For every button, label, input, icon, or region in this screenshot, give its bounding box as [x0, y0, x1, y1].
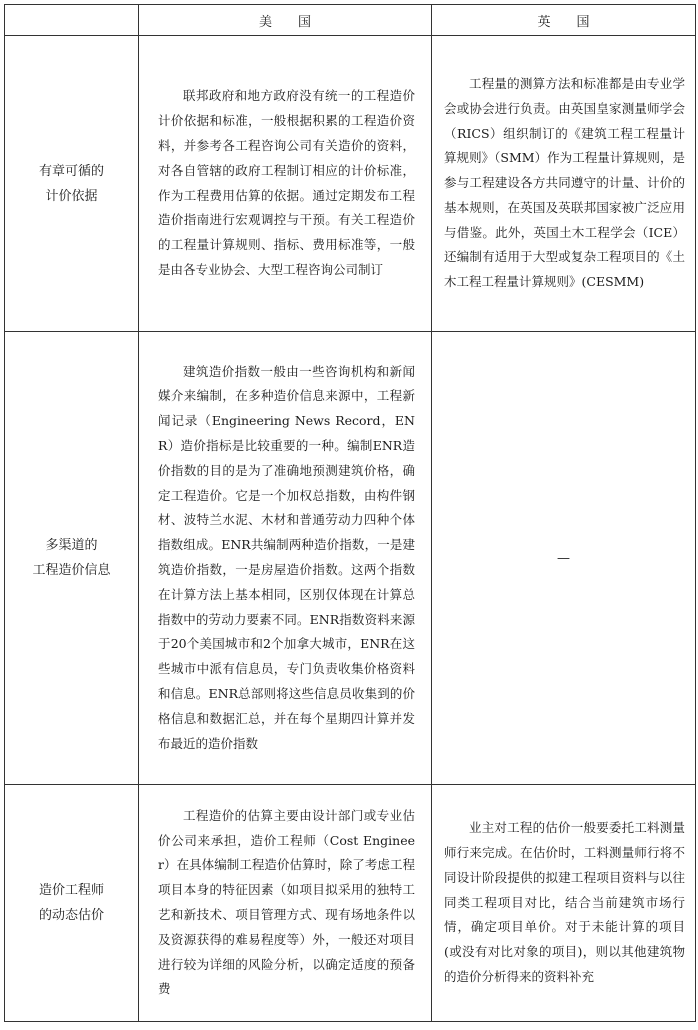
- uk-cell: 工程量的测算方法和标准都是由专业学会或协会进行负责。由英国皇家测量师学会（RICS）组织制订的《建筑工程工程量计算规则》（SMM）作为工程量计算规则，是参与工程建设各方共同遵守的计量、计价的基本规则，在英国及英联邦国家被广泛应用与借鉴。此外，英国土木工程学会（ICE）还编制有适用于大型或复杂工程项目的《土木工程工程量计算规则》(CESMM): [432, 36, 696, 332]
- table-header-row: [5, 5, 696, 36]
- row-label-line: 工程造价信息: [32, 563, 111, 578]
- header-usa: 美国: [139, 5, 432, 36]
- table-row: [5, 785, 696, 1022]
- header-uk: 英国: [432, 5, 696, 36]
- uk-cell-empty-dash: —: [432, 332, 696, 785]
- row-label: [5, 36, 139, 332]
- header-blank-cell: [5, 5, 139, 36]
- usa-cell: 建筑造价指数一般由一些咨询机构和新闻媒介来编制，在多种造价信息来源中，工程新闻记录（Engineering News Record，ENR）造价指标是比较重要的一种。编制ENR造价指数的目的是为了准确地预测建筑价格，确定工程造价。它是一个加权总指数，由构件钢材、波特兰水泥、木材和普通劳动力四种个体指数组成。ENR共编制两种造价指数，一是建筑造价指数，一是房屋造价指数。这两个指数在计算方法上基本相同，区别仅体现在计算总指数中的劳动力要素不同。ENR指数资料来源于20个美国城市和2个加拿大城市，ENR在这些城市中派有信息员，专门负责收集价格资料和信息。ENR总部则将这些信息员收集到的价格信息和数据汇总，并在每个星期四计算并发布最近的造价指数: [139, 332, 432, 785]
- comparison-table: [4, 4, 696, 1022]
- table-row: [5, 36, 696, 332]
- row-label-line: 造价工程师: [38, 883, 104, 898]
- row-label-line: 有章可循的: [38, 163, 104, 179]
- row-label-line: 计价依据: [45, 188, 98, 204]
- row-label-line: 多渠道的: [45, 538, 98, 553]
- usa-cell: 联邦政府和地方政府没有统一的工程造价计价依据和标准，一般根据积累的工程造价资料，并参考各工程咨询公司有关造价的资料，对各自管辖的政府工程制订相应的计价标准，作为工程费用估算的依据。通过定期发布工程造价指南进行宏观调控与干预。有关工程造价的工程量计算规则、指标、费用标准等，一般是由各专业协会、大型工程咨询公司制订: [139, 36, 432, 332]
- usa-cell: 工程造价的估算主要由设计部门或专业估价公司来承担，造价工程师（Cost Engineer）在具体编制工程造价估算时，除了考虑工程项目本身的特征因素（如项目拟采用的独特工艺和新技术、项目管理方式、现有场地条件以及资源获得的难易程度等）外，一般还对项目进行较为详细的风险分析，以确定适度的预备费: [139, 785, 432, 1022]
- row-label: [5, 332, 139, 785]
- comparison-page: [4, 4, 695, 1026]
- uk-cell: 业主对工程的估价一般要委托工料测量师行来完成。在估价时，工料测量师行将不同设计阶段提供的拟建工程项目资料与以往同类工程项目对比，结合当前建筑市场行情，确定项目单价。对于未能计算的项目(或没有对比对象的项目)，则以其他建筑物的造价分析得来的资料补充: [432, 785, 696, 1022]
- table-row: [5, 332, 696, 785]
- row-label-line: 的动态估价: [38, 908, 104, 923]
- row-label: [5, 785, 139, 1022]
